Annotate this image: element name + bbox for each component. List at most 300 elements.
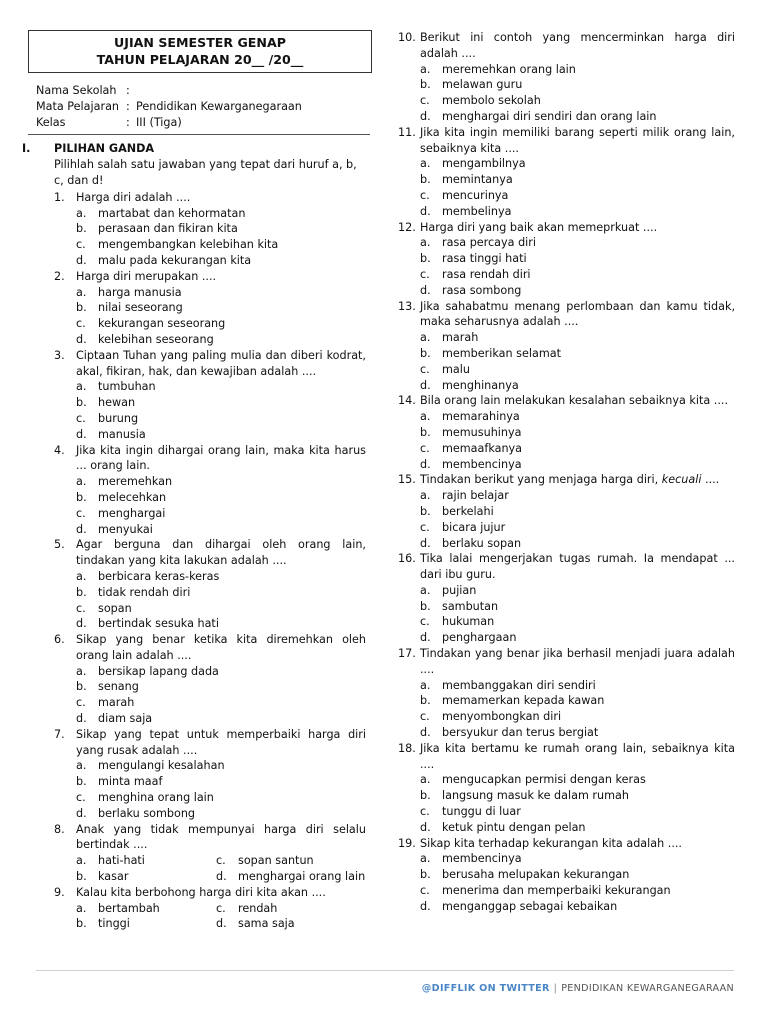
- question-number: 19.: [398, 836, 416, 850]
- option-text: menyombongkan diri: [442, 710, 562, 724]
- question-item: [54, 443, 366, 538]
- option-letter: a.: [76, 854, 87, 868]
- option-text: kasar: [98, 870, 129, 884]
- option-text: malu pada kekurangan kita: [98, 253, 252, 267]
- option-letter: b.: [420, 78, 431, 92]
- option-letter: d.: [420, 899, 431, 913]
- question-stem: Sikap yang tepat untuk memperbaiki harga diri yang rusak adalah ....: [76, 727, 366, 757]
- question-row: [398, 299, 735, 331]
- option-text: rendah: [238, 901, 278, 915]
- option-letter: b.: [76, 222, 87, 236]
- option-text: menghinanya: [442, 378, 519, 392]
- answer-option[interactable]: [54, 522, 366, 538]
- option-text: perasaan dan fikiran kita: [98, 222, 238, 236]
- answer-option[interactable]: [420, 536, 735, 552]
- question-text: [420, 551, 735, 583]
- answer-option[interactable]: [216, 916, 376, 932]
- option-text: burung: [98, 411, 139, 425]
- option-text: meremehkan orang lain: [442, 62, 576, 76]
- question-list-right: [398, 30, 735, 915]
- answer-option[interactable]: [420, 77, 735, 93]
- option-text: menganggap sebagai kebaikan: [442, 899, 618, 913]
- option-text: memintanya: [442, 173, 513, 187]
- option-letter: d.: [420, 726, 431, 740]
- footer-separator: |: [553, 983, 558, 994]
- option-letter: d.: [420, 457, 431, 471]
- option-text: tidak rendah diri: [98, 585, 191, 599]
- page-footer: [422, 983, 734, 994]
- answer-option[interactable]: [54, 316, 366, 332]
- question-item: [398, 646, 735, 741]
- question-item: [398, 393, 735, 472]
- answer-option[interactable]: [54, 679, 366, 695]
- question-number: 18.: [398, 741, 416, 755]
- answer-option[interactable]: [54, 206, 366, 222]
- answer-option[interactable]: [420, 109, 735, 125]
- option-letter: a.: [76, 569, 87, 583]
- answer-option[interactable]: [420, 62, 735, 78]
- option-letter: b.: [420, 504, 431, 518]
- answer-option[interactable]: [54, 237, 366, 253]
- answer-option[interactable]: [420, 409, 735, 425]
- question-row: [398, 472, 735, 488]
- option-letter: a.: [76, 206, 87, 220]
- question-item: [398, 551, 735, 646]
- answer-option[interactable]: [420, 678, 735, 694]
- answer-option[interactable]: [216, 869, 376, 885]
- answer-option[interactable]: [420, 425, 735, 441]
- question-item: [54, 822, 366, 885]
- option-text: menghargai: [98, 506, 166, 520]
- option-letter: b.: [76, 585, 87, 599]
- option-grid: [54, 853, 366, 885]
- answer-option[interactable]: [420, 378, 735, 394]
- info-separator: :: [126, 99, 130, 113]
- option-text: bicara jujur: [442, 520, 506, 534]
- question-stem: Ciptaan Tuhan yang paling mulia dan diberi kodrat, akal, fikiran, hak, dan kewajiban adalah ....: [76, 348, 366, 378]
- question-stem: Bila orang lain melakukan kesalahan sebaiknya kita ....: [420, 394, 729, 408]
- option-letter: b.: [76, 870, 87, 884]
- question-item: [54, 632, 366, 727]
- exam-subtitle: TAHUN PELAJARAN 20__ /20__: [96, 52, 304, 67]
- option-letter: b.: [76, 396, 87, 410]
- option-letter: a.: [420, 236, 431, 250]
- option-text: rasa rendah diri: [442, 267, 531, 281]
- question-stem: Jika kita bertamu ke rumah orang lain, sebaiknya kita ....: [420, 741, 735, 771]
- question-stem: Harga diri adalah ....: [76, 190, 191, 204]
- question-row: [398, 220, 735, 236]
- question-text: [420, 472, 735, 488]
- option-text: mencurinya: [442, 188, 509, 202]
- question-number: 12.: [398, 220, 416, 234]
- answer-option[interactable]: [420, 251, 735, 267]
- option-text: menghargai diri sendiri dan orang lain: [442, 109, 657, 123]
- question-row: [54, 348, 366, 380]
- answer-option[interactable]: [420, 772, 735, 788]
- option-letter: a.: [420, 489, 431, 503]
- question-stem: Tindakan berikut yang menjaga harga diri,: [420, 473, 659, 487]
- answer-option[interactable]: [54, 427, 366, 443]
- right-column: [398, 30, 735, 915]
- option-text: mengucapkan permisi dengan keras: [442, 773, 646, 787]
- answer-option[interactable]: [420, 441, 735, 457]
- answer-option[interactable]: [420, 172, 735, 188]
- option-letter: b.: [420, 252, 431, 266]
- question-text: [420, 741, 735, 773]
- option-text: sopan santun: [238, 854, 314, 868]
- question-number: 7.: [54, 727, 65, 741]
- answer-option[interactable]: [76, 853, 216, 869]
- answer-option[interactable]: [54, 601, 366, 617]
- answer-option[interactable]: [420, 204, 735, 220]
- option-text: rasa percaya diri: [442, 236, 536, 250]
- option-letter: d.: [420, 378, 431, 392]
- question-row: [54, 632, 366, 664]
- answer-option[interactable]: [216, 853, 376, 869]
- question-number: 3.: [54, 348, 65, 362]
- answer-option[interactable]: [76, 869, 216, 885]
- option-letter: a.: [76, 380, 87, 394]
- question-stem: Sikap yang benar ketika kita diremehkan oleh orang lain adalah ....: [76, 633, 366, 662]
- question-number: 11.: [398, 125, 416, 139]
- info-value: Pendidikan Kewarganegaraan: [136, 99, 302, 113]
- question-item: [398, 741, 735, 836]
- exam-header: [28, 30, 372, 73]
- question-item: [398, 299, 735, 394]
- twitter-handle[interactable]: @DIFFLIK ON TWITTER: [421, 983, 550, 994]
- question-stem: Harga diri merupakan ....: [76, 269, 217, 283]
- option-text: minta maaf: [98, 775, 163, 789]
- option-text: tinggi: [98, 917, 130, 931]
- question-item: [54, 348, 366, 443]
- option-letter: a.: [76, 759, 87, 773]
- answer-option[interactable]: [54, 411, 366, 427]
- option-letter: b.: [420, 868, 431, 882]
- question-row: [398, 30, 735, 62]
- question-number: 8.: [54, 822, 65, 836]
- option-text: langsung masuk ke dalam rumah: [442, 789, 629, 803]
- question-text: [420, 836, 735, 852]
- option-letter: b.: [76, 680, 87, 694]
- option-letter: c.: [420, 94, 430, 108]
- question-text: [420, 646, 735, 678]
- option-letter: d.: [76, 427, 87, 441]
- answer-option[interactable]: [420, 788, 735, 804]
- option-letter: d.: [420, 820, 431, 834]
- option-letter: c.: [420, 805, 430, 819]
- question-stem: Tindakan yang benar jika berhasil menjadi juara adalah ....: [420, 647, 735, 676]
- option-letter: a.: [76, 901, 87, 915]
- answer-option[interactable]: [420, 725, 735, 741]
- option-text: sama saja: [238, 917, 295, 931]
- question-number: 16.: [398, 552, 416, 566]
- answer-option[interactable]: [420, 93, 735, 109]
- option-letter: d.: [420, 631, 431, 645]
- question-number: 4.: [54, 443, 65, 457]
- option-letter: b.: [76, 917, 87, 931]
- option-text: penghargaan: [442, 631, 517, 645]
- question-stem: Berikut ini contoh yang mencerminkan harga diri adalah ....: [420, 31, 735, 60]
- option-letter: b.: [420, 789, 431, 803]
- option-letter: b.: [76, 490, 87, 504]
- answer-option[interactable]: [76, 916, 216, 932]
- answer-option[interactable]: [54, 664, 366, 680]
- option-text: melawan guru: [442, 78, 523, 92]
- option-text: hewan: [98, 396, 136, 410]
- answer-option[interactable]: [420, 267, 735, 283]
- question-text: [76, 727, 366, 759]
- option-letter: b.: [420, 173, 431, 187]
- question-row: [54, 443, 366, 475]
- question-stem: Agar berguna dan dihargai oleh orang lain, tindakan yang kita lakukan adalah ....: [76, 538, 366, 568]
- option-text: meremehkan: [98, 475, 173, 489]
- option-text: bersyukur dan terus bergiat: [442, 726, 599, 740]
- question-item: [398, 125, 735, 220]
- answer-option[interactable]: [420, 457, 735, 473]
- option-letter: c.: [76, 238, 86, 252]
- option-letter: c.: [420, 615, 430, 629]
- option-letter: c.: [76, 601, 86, 615]
- option-text: mengulangi kesalahan: [98, 759, 225, 773]
- option-letter: a.: [76, 664, 87, 678]
- answer-option[interactable]: [420, 583, 735, 599]
- option-text: rajin belajar: [442, 489, 509, 503]
- answer-option[interactable]: [420, 156, 735, 172]
- option-text: membencinya: [442, 457, 522, 471]
- answer-option[interactable]: [420, 709, 735, 725]
- question-text: [76, 348, 366, 380]
- question-stem: Anak yang tidak mempunyai harga diri selalu bertindak ....: [76, 822, 366, 852]
- question-row: [54, 727, 366, 759]
- question-row: [54, 822, 366, 854]
- answer-option[interactable]: [420, 867, 735, 883]
- answer-option[interactable]: [420, 804, 735, 820]
- info-value: III (Tiga): [136, 115, 182, 129]
- info-separator: :: [126, 115, 130, 129]
- option-letter: d.: [420, 109, 431, 123]
- answer-option[interactable]: [420, 188, 735, 204]
- answer-option[interactable]: [216, 901, 376, 917]
- option-letter: a.: [420, 678, 431, 692]
- question-number: 2.: [54, 269, 65, 283]
- question-row: [54, 885, 366, 901]
- answer-option[interactable]: [54, 379, 366, 395]
- option-letter: d.: [216, 917, 227, 931]
- option-text: marah: [442, 331, 479, 345]
- answer-option[interactable]: [420, 346, 735, 362]
- section-title: PILIHAN GANDA: [54, 142, 155, 156]
- answer-option[interactable]: [54, 506, 366, 522]
- answer-option[interactable]: [420, 362, 735, 378]
- option-letter: c.: [216, 854, 226, 868]
- question-number: 5.: [54, 538, 65, 552]
- question-row: [398, 125, 735, 157]
- answer-option[interactable]: [54, 806, 366, 822]
- question-stem: Kalau kita berbohong harga diri kita akan ....: [76, 885, 326, 899]
- answer-option[interactable]: [420, 883, 735, 899]
- option-text: menerima dan memperbaiki kekurangan: [442, 884, 671, 898]
- question-text: [420, 299, 735, 331]
- section-number: I.: [22, 142, 31, 156]
- option-text: tunggu di luar: [442, 805, 521, 819]
- answer-option[interactable]: [420, 851, 735, 867]
- instruction-text: Pilihlah salah satu jawaban yang tepat dari huruf a, b, c, dan d!: [54, 158, 357, 187]
- info-label: Kelas: [36, 115, 66, 129]
- question-stem: Tika lalai mengerjakan tugas rumah. Ia mendapat ... dari ibu guru.: [420, 552, 735, 582]
- answer-option[interactable]: [54, 300, 366, 316]
- question-item: [54, 269, 366, 348]
- question-item: [54, 190, 366, 269]
- answer-option[interactable]: [54, 695, 366, 711]
- question-text: [76, 632, 366, 664]
- school-info: [36, 83, 366, 130]
- answer-option[interactable]: [54, 474, 366, 490]
- option-letter: a.: [420, 157, 431, 171]
- answer-option[interactable]: [420, 504, 735, 520]
- option-text: diam saja: [98, 712, 153, 726]
- option-text: melecehkan: [98, 490, 167, 504]
- question-number: 13.: [398, 299, 416, 313]
- question-number: 10.: [398, 31, 416, 44]
- option-text: kekurangan seseorang: [98, 317, 226, 331]
- option-letter: b.: [420, 346, 431, 360]
- option-letter: c.: [76, 791, 86, 805]
- option-text: bersikap lapang dada: [98, 664, 219, 678]
- question-number: 1.: [54, 190, 65, 204]
- answer-option[interactable]: [420, 283, 735, 299]
- answer-option[interactable]: [54, 585, 366, 601]
- option-letter: a.: [76, 475, 87, 489]
- question-item: [54, 537, 366, 632]
- option-text: membolo sekolah: [442, 94, 541, 108]
- answer-option[interactable]: [54, 790, 366, 806]
- answer-option[interactable]: [420, 899, 735, 915]
- question-row: [54, 190, 366, 206]
- option-letter: a.: [420, 410, 431, 424]
- question-number: 15.: [398, 473, 416, 487]
- answer-option[interactable]: [54, 332, 366, 348]
- question-item: [398, 836, 735, 915]
- question-list-left: [54, 190, 366, 932]
- answer-option[interactable]: [420, 599, 735, 615]
- option-letter: c.: [420, 441, 430, 455]
- option-text: harga manusia: [98, 285, 182, 299]
- option-letter: d.: [76, 253, 87, 267]
- answer-option[interactable]: [420, 235, 735, 251]
- question-stem: Sikap kita terhadap kekurangan kita adalah ....: [420, 836, 682, 850]
- option-letter: b.: [420, 599, 431, 613]
- answer-option[interactable]: [420, 488, 735, 504]
- answer-option[interactable]: [54, 569, 366, 585]
- option-text: memusuhinya: [442, 425, 522, 439]
- question-row: [398, 551, 735, 583]
- option-text: memaafkanya: [442, 441, 523, 455]
- option-text: berkelahi: [442, 504, 494, 518]
- question-text: [76, 822, 366, 854]
- answer-option[interactable]: [54, 395, 366, 411]
- question-stem: Harga diri yang baik akan memeprkuat ....: [420, 220, 658, 234]
- exam-title: UJIAN SEMESTER GENAP: [114, 35, 286, 50]
- question-item: [398, 220, 735, 299]
- question-item: [398, 30, 735, 125]
- option-text: hukuman: [442, 615, 495, 629]
- answer-option[interactable]: [54, 221, 366, 237]
- option-text: nilai seseorang: [98, 301, 183, 315]
- answer-option[interactable]: [54, 253, 366, 269]
- option-letter: d.: [76, 806, 87, 820]
- option-letter: d.: [76, 712, 87, 726]
- option-text: manusia: [98, 427, 146, 441]
- option-letter: c.: [420, 884, 430, 898]
- option-text: bertambah: [98, 901, 160, 915]
- question-row: [54, 537, 366, 569]
- footer-subject: PENDIDIKAN KEWARGANEGARAAN: [561, 983, 734, 994]
- answer-option[interactable]: [420, 693, 735, 709]
- info-label: Nama Sekolah: [36, 84, 117, 97]
- answer-option[interactable]: [54, 616, 366, 632]
- info-row-school: [36, 83, 366, 99]
- answer-option[interactable]: [76, 901, 216, 917]
- option-letter: b.: [76, 301, 87, 315]
- option-letter: c.: [76, 317, 86, 331]
- question-text: [76, 190, 366, 206]
- option-text: menghargai orang lain: [238, 870, 366, 884]
- question-row: [398, 741, 735, 773]
- option-text: marah: [98, 696, 135, 710]
- question-number: 14.: [398, 394, 416, 408]
- question-row: [398, 836, 735, 852]
- option-text: pujian: [442, 583, 477, 597]
- option-letter: c.: [420, 520, 430, 534]
- answer-option[interactable]: [420, 330, 735, 346]
- question-stem: Jika kita ingin memiliki barang seperti milik orang lain, sebaiknya kita ....: [420, 125, 735, 155]
- option-letter: a.: [420, 62, 431, 76]
- option-letter: a.: [420, 331, 431, 345]
- option-text: ketuk pintu dengan pelan: [442, 820, 586, 834]
- answer-option[interactable]: [54, 758, 366, 774]
- option-text: bertindak sesuka hati: [98, 617, 219, 631]
- option-letter: c.: [76, 411, 86, 425]
- info-row-subject: [36, 99, 366, 115]
- answer-option[interactable]: [54, 774, 366, 790]
- answer-option[interactable]: [420, 630, 735, 646]
- option-letter: c.: [216, 901, 226, 915]
- option-text: berlaku sombong: [98, 806, 196, 820]
- divider: [28, 134, 370, 135]
- option-text: rasa sombong: [442, 283, 522, 297]
- question-item: [54, 885, 366, 932]
- question-number: 17.: [398, 647, 416, 661]
- answer-option[interactable]: [54, 711, 366, 727]
- answer-option[interactable]: [420, 614, 735, 630]
- question-stem: Jika kita ingin dihargai orang lain, maka kita harus ... orang lain.: [76, 443, 366, 473]
- answer-option[interactable]: [420, 520, 735, 536]
- option-letter: b.: [76, 775, 87, 789]
- answer-option[interactable]: [54, 490, 366, 506]
- answer-option[interactable]: [420, 820, 735, 836]
- option-letter: c.: [420, 362, 430, 376]
- option-text: memarahinya: [442, 410, 520, 424]
- question-item: [54, 727, 366, 822]
- answer-option[interactable]: [54, 285, 366, 301]
- option-text: menyukai: [98, 522, 153, 536]
- question-text: [76, 885, 366, 901]
- question-text: [420, 30, 735, 62]
- question-text: [420, 220, 735, 236]
- option-text: memamerkan kepada kawan: [442, 694, 605, 708]
- option-letter: c.: [420, 267, 430, 281]
- option-text: sambutan: [442, 599, 499, 613]
